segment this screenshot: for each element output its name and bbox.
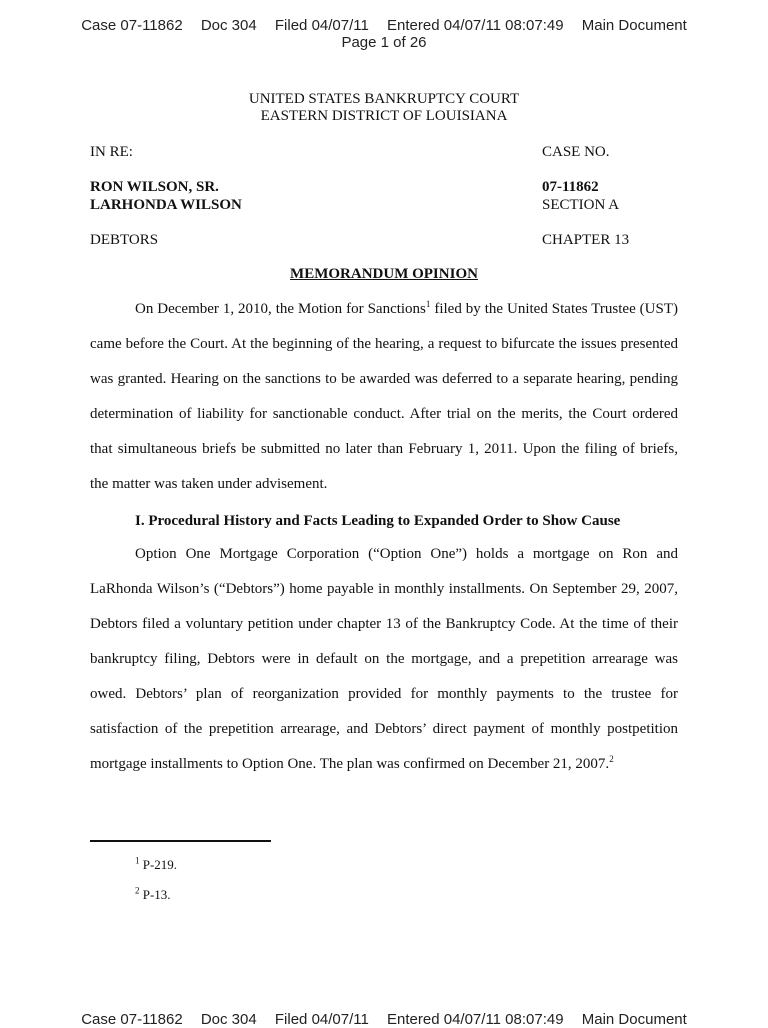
- paragraph-1-text-a: On December 1, 2010, the Motion for Sanctions: [135, 301, 426, 317]
- footnote-1: [135, 857, 177, 873]
- court-heading: [0, 91, 768, 125]
- paragraph-2-text: Option One Mortgage Corporation (“Option One”) holds a mortgage on Ron and LaRhonda Wilson’s (“Debtors”) home payable in monthly installments. On September 29, 2007, Debtors filed a voluntary petition under chapter 13 of the Bankruptcy Code. At the time of their bankruptcy filing, Debtors were in default on the mortgage, and a prepetition arrearage was owed. Debtors’ plan of reorganization provided for monthly payments to the trustee for satisfaction of the prepetition arrearage, and Debtors’ direct payment of monthly postpetition mortgage installments to Option One. The plan was confirmed on December 21, 2007.: [90, 546, 678, 772]
- stamp-filed: Filed 04/07/11: [274, 1011, 369, 1028]
- stamp-case: Case 07-11862: [81, 1011, 183, 1028]
- in-re-label: IN RE:: [90, 144, 133, 160]
- filing-stamp-line: [0, 17, 768, 34]
- case-no-label: CASE NO.: [542, 144, 610, 160]
- debtor-name-1: RON WILSON, SR.: [90, 179, 219, 195]
- footnote-text: P-13.: [139, 887, 171, 902]
- stamp-doc: Doc 304: [200, 17, 257, 34]
- stamp-doc: Doc 304: [200, 1011, 257, 1028]
- footnote-number: 2: [135, 885, 140, 896]
- stamp-entered: Entered 04/07/11 08:07:49: [387, 17, 564, 34]
- filing-stamp-bottom: [0, 1011, 768, 1028]
- case-section: SECTION A: [542, 197, 620, 213]
- case-chapter: CHAPTER 13: [542, 232, 630, 248]
- stamp-entered: Entered 04/07/11 08:07:49: [387, 1011, 564, 1028]
- stamp-case: Case 07-11862: [81, 17, 183, 34]
- paragraph-1: [90, 292, 678, 502]
- document-title: MEMORANDUM OPINION: [290, 266, 478, 282]
- stamp-main: Main Document: [581, 1011, 687, 1028]
- stamp-filed: Filed 04/07/11: [274, 17, 369, 34]
- debtor-name-2: LARHONDA WILSON: [90, 197, 242, 213]
- court-name: UNITED STATES BANKRUPTCY COURT: [248, 91, 520, 107]
- section-heading: I. Procedural History and Facts Leading to Expanded Order to Show Cause: [135, 513, 621, 529]
- filing-stamp-top: [0, 17, 768, 51]
- footnote-number: 1: [135, 855, 140, 866]
- footnote-divider: [90, 840, 271, 842]
- case-number: 07-11862: [542, 179, 599, 195]
- court-district: EASTERN DISTRICT OF LOUISIANA: [260, 108, 508, 124]
- footnote-2: [135, 887, 171, 903]
- paragraph-1-text-b: filed by the United States Trustee (UST) came before the Court. At the beginning of the hearing, a request to bifurcate the issues presented was granted. Hearing on the sanctions to be awarded was deferred to a separate hearing, pending determination of liability for sanctionable conduct. After trial on the merits, the Court ordered that simultaneous briefs be submitted no later than February 1, 2011. Upon the filing of briefs, the matter was taken under advisement.: [90, 301, 678, 492]
- footnote-ref-2: 2: [609, 754, 614, 764]
- footnote-ref-1: 1: [425, 299, 431, 309]
- stamp-main: Main Document: [581, 17, 687, 34]
- debtors-label: DEBTORS: [90, 232, 159, 248]
- stamp-page: Page 1 of 26: [341, 34, 427, 51]
- footnote-text: P-219.: [139, 857, 178, 872]
- paragraph-2: [90, 537, 678, 782]
- filing-stamp-line: [0, 1011, 768, 1028]
